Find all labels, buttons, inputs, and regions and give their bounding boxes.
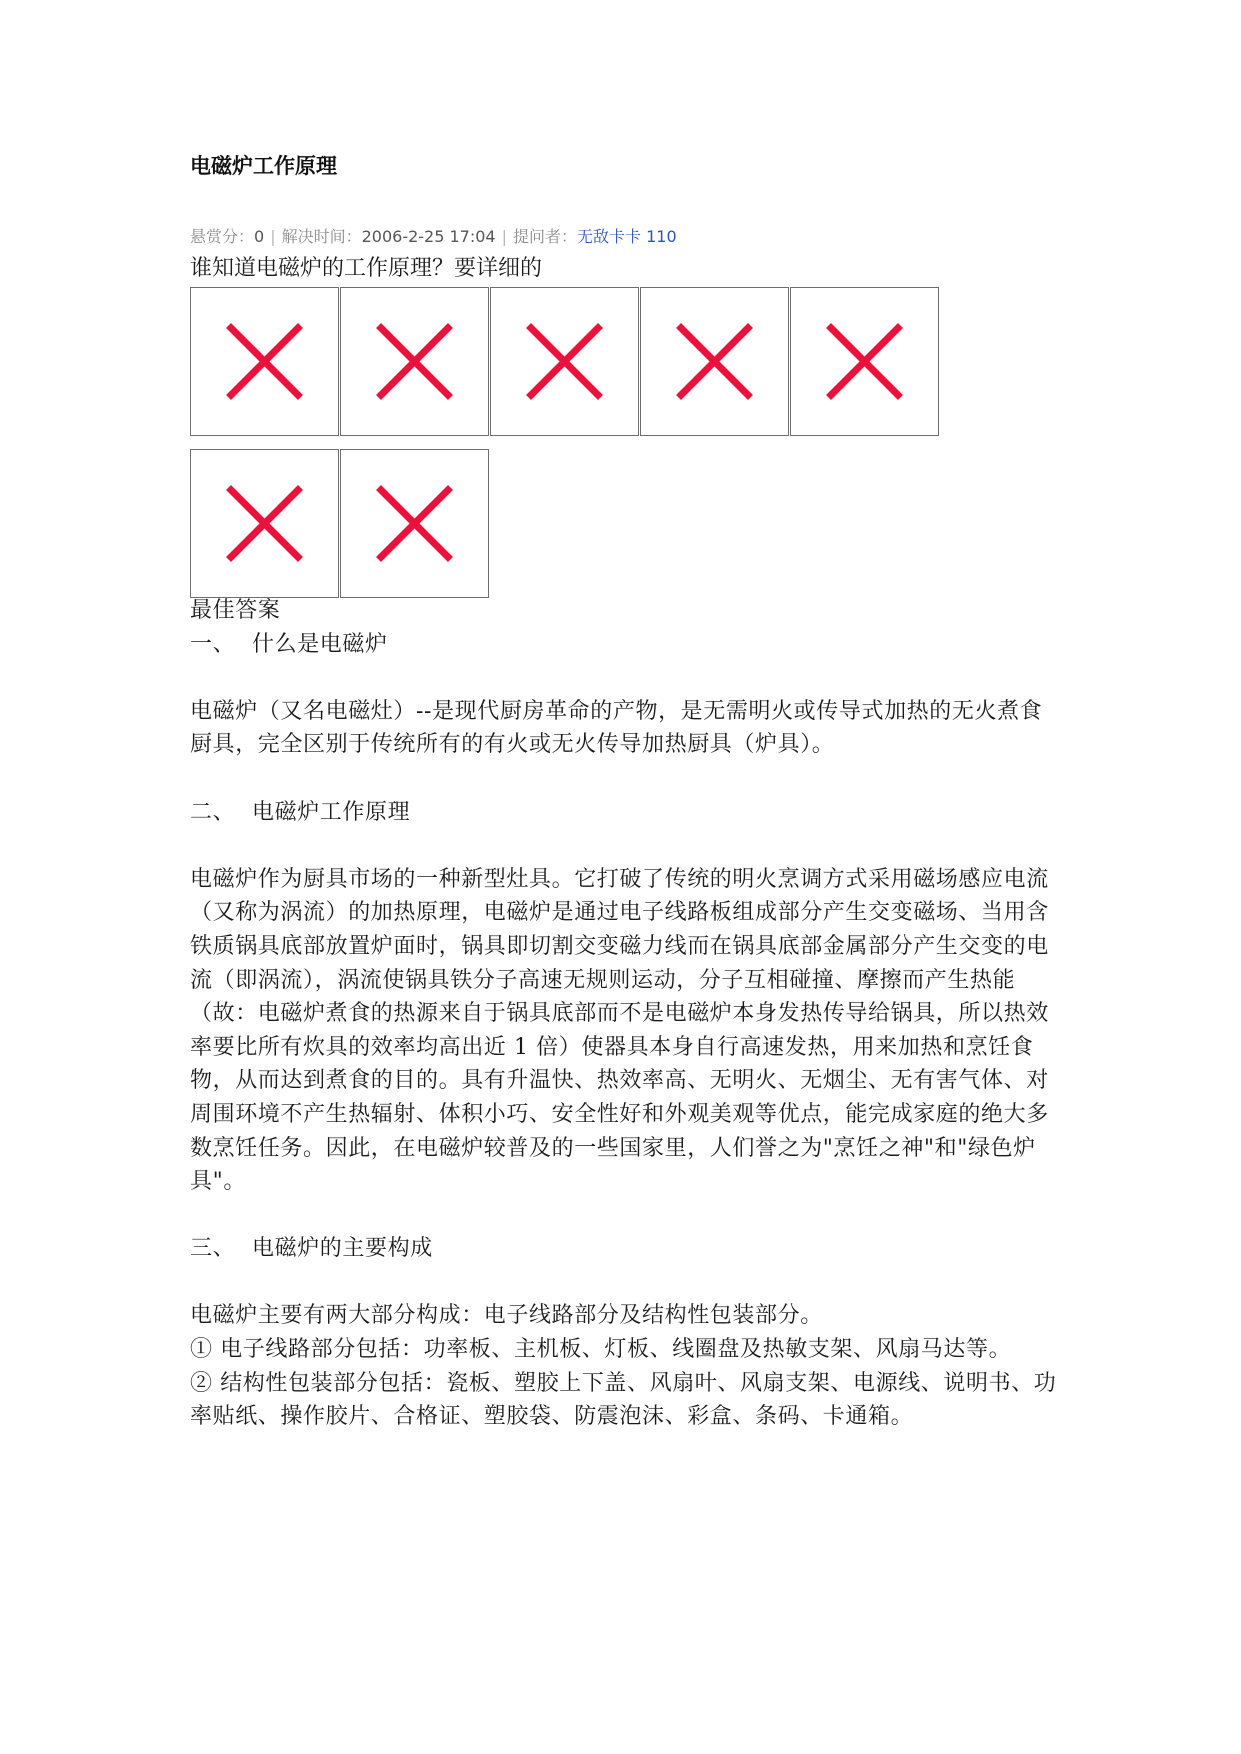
broken-image-placeholder [190, 449, 339, 598]
image-row [190, 287, 940, 436]
paragraph: ① 电子线路部分包括：功率板、主机板、灯板、线圈盘及热敏支架、风扇马达等。 [190, 1337, 1012, 1363]
broken-image-x-icon [191, 450, 338, 597]
section-title: 电磁炉的主要构成 [252, 1236, 433, 1262]
broken-image-placeholder [340, 449, 489, 598]
question-meta [190, 224, 677, 247]
best-answer-label: 最佳答案 [190, 598, 281, 623]
page-title: 电磁炉工作原理 [190, 154, 337, 178]
broken-image-x-icon [341, 450, 488, 597]
section-number: 二、 [190, 799, 236, 825]
section-number: 一、 [190, 631, 236, 657]
broken-image-x-icon [491, 288, 638, 435]
section-title: 电磁炉工作原理 [252, 799, 411, 825]
broken-image-x-icon [641, 288, 788, 435]
section-heading [190, 796, 1060, 830]
meta-separator: | [270, 227, 276, 246]
answer-body [190, 594, 1060, 1434]
section-number: 三、 [190, 1236, 236, 1262]
broken-image-placeholder [190, 287, 339, 436]
broken-image-placeholder [640, 287, 789, 436]
meta-separator: | [501, 227, 507, 246]
reward-label: 悬赏分： [190, 227, 255, 246]
section-heading [190, 1232, 1060, 1266]
section-heading [190, 628, 1060, 662]
broken-image-placeholder [490, 287, 639, 436]
broken-image-placeholder [340, 287, 489, 436]
paragraph: ② 结构性包装部分包括：瓷板、塑胶上下盖、风扇叶、风扇支架、电源线、说明书、功率贴纸、操作胶片、合格证、塑胶袋、防震泡沫、彩盒、条码、卡通箱。 [190, 1370, 1057, 1430]
broken-image-x-icon [341, 288, 488, 435]
broken-image-x-icon [191, 288, 338, 435]
section-title: 什么是电磁炉 [252, 631, 388, 657]
question-text: 谁知道电磁炉的工作原理？要详细的 [190, 256, 543, 281]
asker-link[interactable]: 无敌卡卡 110 [577, 227, 677, 246]
image-row [190, 449, 490, 598]
asker-label: 提问者： [513, 227, 578, 246]
broken-image-placeholder [790, 287, 939, 436]
time-value: 2006-2-25 17:04 [361, 227, 496, 246]
reward-value: 0 [254, 227, 265, 246]
broken-image-x-icon [791, 288, 938, 435]
paragraph: 电磁炉作为厨具市场的一种新型灶具。它打破了传统的明火烹调方式采用磁场感应电流（又称为涡流）的加热原理，电磁炉是通过电子线路板组成部分产生交变磁场、当用含铁质锅具底部放置炉面时，锅具即切割交变磁力线而在锅具底部金属部分产生交变的电流（即涡流），涡流使锅具铁分子高速无规则运动，分子互相碰撞、摩擦而产生热能（故：电磁炉煮食的热源来自于锅具底部而不是电磁炉本身发热传导给锅具，所以热效率要比所有炊具的效率均高出近 1 倍）使器具本身自行高速发热，用来加热和烹饪食物，从而达到煮食的目的。具有升温快、热效率高、无明火、无烟尘、无有害气体、对周围环境不产生热辐射、体积小巧、安全性好和外观美观等优点，能完成家庭的绝大多数烹饪任务。因此，在电磁炉较普及的一些国家里，人们誉之为"烹饪之神"和"绿色炉具"。 [190, 866, 1049, 1195]
paragraph: 电磁炉主要有两大部分构成：电子线路部分及结构性包装部分。 [190, 1303, 823, 1329]
time-label: 解决时间： [281, 227, 362, 246]
paragraph: 电磁炉（又名电磁灶）--是现代厨房革命的产物，是无需明火或传导式加热的无火煮食厨具，完全区别于传统所有的有火或无火传导加热厨具（炉具）。 [190, 698, 1043, 758]
